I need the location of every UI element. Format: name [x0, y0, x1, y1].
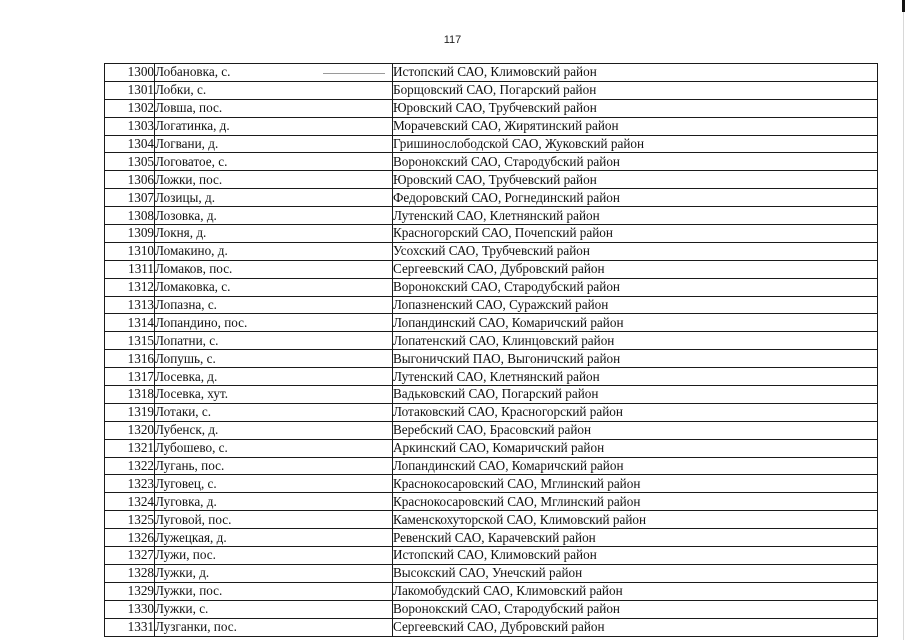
settlement-name-cell: Логвани, д.: [155, 135, 393, 153]
row-number-cell: 1313: [105, 296, 155, 314]
administration-cell: Борщовский САО, Погарский район: [393, 81, 878, 99]
administration-cell: Лакомобудский САО, Климовский район: [393, 582, 878, 600]
settlement-name-cell: Лобановка, с.: [155, 64, 393, 82]
settlement-name-cell: Лопатни, с.: [155, 332, 393, 350]
administration-cell: Лутенский САО, Клетнянский район: [393, 207, 878, 225]
table-row: [105, 493, 878, 511]
settlement-name-cell: Локня, д.: [155, 225, 393, 243]
administration-cell: Юровский САО, Трубчевский район: [393, 171, 878, 189]
row-number-cell: 1300: [105, 64, 155, 82]
settlement-name-cell: Логатинка, д.: [155, 117, 393, 135]
row-number-cell: 1321: [105, 439, 155, 457]
table-row: [105, 439, 878, 457]
table-row: [105, 582, 878, 600]
administration-cell: Ревенский САО, Карачевский район: [393, 529, 878, 547]
settlement-name-cell: Луговой, пос.: [155, 511, 393, 529]
table-row: [105, 99, 878, 117]
administration-cell: Каменскохуторской САО, Климовский район: [393, 511, 878, 529]
administration-cell: Гришинослободской САО, Жуковский район: [393, 135, 878, 153]
administration-cell: Лотаковский САО, Красногорский район: [393, 403, 878, 421]
settlement-name-cell: Луговка, д.: [155, 493, 393, 511]
administration-cell: Выгоничский ПАО, Выгоничский район: [393, 350, 878, 368]
row-number-cell: 1308: [105, 207, 155, 225]
settlement-name-cell: Ломаковка, с.: [155, 278, 393, 296]
row-number-cell: 1331: [105, 618, 155, 636]
administration-cell: Вадьковский САО, Погарский район: [393, 386, 878, 404]
settlement-name-cell: Ломакино, д.: [155, 242, 393, 260]
row-number-cell: 1316: [105, 350, 155, 368]
settlement-name-cell: Лопазна, с.: [155, 296, 393, 314]
row-number-cell: 1314: [105, 314, 155, 332]
row-number-cell: 1317: [105, 368, 155, 386]
table-row: [105, 332, 878, 350]
row-number-cell: 1324: [105, 493, 155, 511]
settlement-name-cell: Лубошево, с.: [155, 439, 393, 457]
row-number-cell: 1325: [105, 511, 155, 529]
administration-cell: Сергеевский САО, Дубровский район: [393, 260, 878, 278]
table-row: [105, 386, 878, 404]
settlement-name-cell: Лозицы, д.: [155, 189, 393, 207]
administration-cell: Лопатенский САО, Клинцовский район: [393, 332, 878, 350]
settlement-name-cell: Ложки, пос.: [155, 171, 393, 189]
administration-cell: Воронокский САО, Стародубский район: [393, 153, 878, 171]
settlement-name-cell: Лосевка, хут.: [155, 386, 393, 404]
table-row: [105, 153, 878, 171]
row-number-cell: 1307: [105, 189, 155, 207]
row-number-cell: 1318: [105, 386, 155, 404]
settlement-name-cell: Лужки, д.: [155, 564, 393, 582]
row-number-cell: 1329: [105, 582, 155, 600]
settlement-name-cell: Лужки, пос.: [155, 582, 393, 600]
settlement-name-cell: Лужи, пос.: [155, 547, 393, 565]
table-row: [105, 296, 878, 314]
table-row: [105, 117, 878, 135]
settlement-name-cell: Лужецкая, д.: [155, 529, 393, 547]
table-row: [105, 81, 878, 99]
settlement-name-cell: Луговец, с.: [155, 475, 393, 493]
administration-cell: Лопандинский САО, Комаричский район: [393, 314, 878, 332]
scan-edge-line: [903, 0, 904, 640]
row-number-cell: 1301: [105, 81, 155, 99]
table-row: [105, 368, 878, 386]
settlement-name-cell: Лосевка, д.: [155, 368, 393, 386]
settlement-name-cell: Лугань, пос.: [155, 457, 393, 475]
administration-cell: Федоровский САО, Рогнединский район: [393, 189, 878, 207]
table-row: [105, 475, 878, 493]
administration-cell: Сергеевский САО, Дубровский район: [393, 618, 878, 636]
row-number-cell: 1306: [105, 171, 155, 189]
row-number-cell: 1323: [105, 475, 155, 493]
administration-cell: Аркинский САО, Комаричский район: [393, 439, 878, 457]
row-number-cell: 1326: [105, 529, 155, 547]
table-row: [105, 564, 878, 582]
table-row: [105, 135, 878, 153]
administration-cell: Лопандинский САО, Комаричский район: [393, 457, 878, 475]
administration-cell: Юровский САО, Трубчевский район: [393, 99, 878, 117]
settlement-name-cell: Лотаки, с.: [155, 403, 393, 421]
administration-cell: Воронокский САО, Стародубский район: [393, 600, 878, 618]
table-row: [105, 207, 878, 225]
row-number-cell: 1305: [105, 153, 155, 171]
table-row: [105, 421, 878, 439]
settlement-name-cell: Лузганки, пос.: [155, 618, 393, 636]
row-number-cell: 1312: [105, 278, 155, 296]
administration-cell: Краснокосаровский САО, Мглинский район: [393, 475, 878, 493]
row-number-cell: 1302: [105, 99, 155, 117]
table-row: [105, 403, 878, 421]
settlement-name-cell: Лопушь, с.: [155, 350, 393, 368]
row-number-cell: 1310: [105, 242, 155, 260]
row-number-cell: 1309: [105, 225, 155, 243]
registry-table-body: [105, 64, 878, 637]
table-row: [105, 457, 878, 475]
table-row: [105, 547, 878, 565]
administration-cell: Лопазненский САО, Суражский район: [393, 296, 878, 314]
table-row: [105, 511, 878, 529]
administration-cell: Краснокосаровский САО, Мглинский район: [393, 493, 878, 511]
table-row: [105, 618, 878, 636]
table-row: [105, 278, 878, 296]
row-number-cell: 1328: [105, 564, 155, 582]
administration-cell: Усохский САО, Трубчевский район: [393, 242, 878, 260]
table-row: [105, 64, 878, 82]
settlement-name-cell: Лопандино, пос.: [155, 314, 393, 332]
settlement-name-cell: Логоватое, с.: [155, 153, 393, 171]
administration-cell: Высокский САО, Унечский район: [393, 564, 878, 582]
settlement-name-cell: Ловша, пос.: [155, 99, 393, 117]
settlement-name-cell: Лужки, с.: [155, 600, 393, 618]
administration-cell: Веребский САО, Брасовский район: [393, 421, 878, 439]
settlement-name-cell: Лубенск, д.: [155, 421, 393, 439]
row-number-cell: 1319: [105, 403, 155, 421]
table-row: [105, 171, 878, 189]
table-row: [105, 529, 878, 547]
administration-cell: Воронокский САО, Стародубский район: [393, 278, 878, 296]
row-number-cell: 1303: [105, 117, 155, 135]
table-row: [105, 242, 878, 260]
row-number-cell: 1330: [105, 600, 155, 618]
administration-cell: Истопский САО, Климовский район: [393, 547, 878, 565]
row-number-cell: 1327: [105, 547, 155, 565]
administration-cell: Лутенский САО, Клетнянский район: [393, 368, 878, 386]
row-number-cell: 1315: [105, 332, 155, 350]
settlement-name-cell: Лобки, с.: [155, 81, 393, 99]
settlement-registry-table: [104, 63, 878, 637]
page-number: 117: [443, 34, 462, 46]
administration-cell: Истопский САО, Климовский район: [393, 64, 878, 82]
settlement-name-cell: Ломаков, пос.: [155, 260, 393, 278]
row-number-cell: 1320: [105, 421, 155, 439]
row-number-cell: 1311: [105, 260, 155, 278]
administration-cell: Красногорский САО, Почепский район: [393, 225, 878, 243]
table-row: [105, 260, 878, 278]
table-row: [105, 189, 878, 207]
row-number-cell: 1322: [105, 457, 155, 475]
row-number-cell: 1304: [105, 135, 155, 153]
table-row: [105, 314, 878, 332]
table-row: [105, 350, 878, 368]
settlement-name-cell: Лозовка, д.: [155, 207, 393, 225]
table-row: [105, 225, 878, 243]
administration-cell: Морачевский САО, Жирятинский район: [393, 117, 878, 135]
table-row: [105, 600, 878, 618]
